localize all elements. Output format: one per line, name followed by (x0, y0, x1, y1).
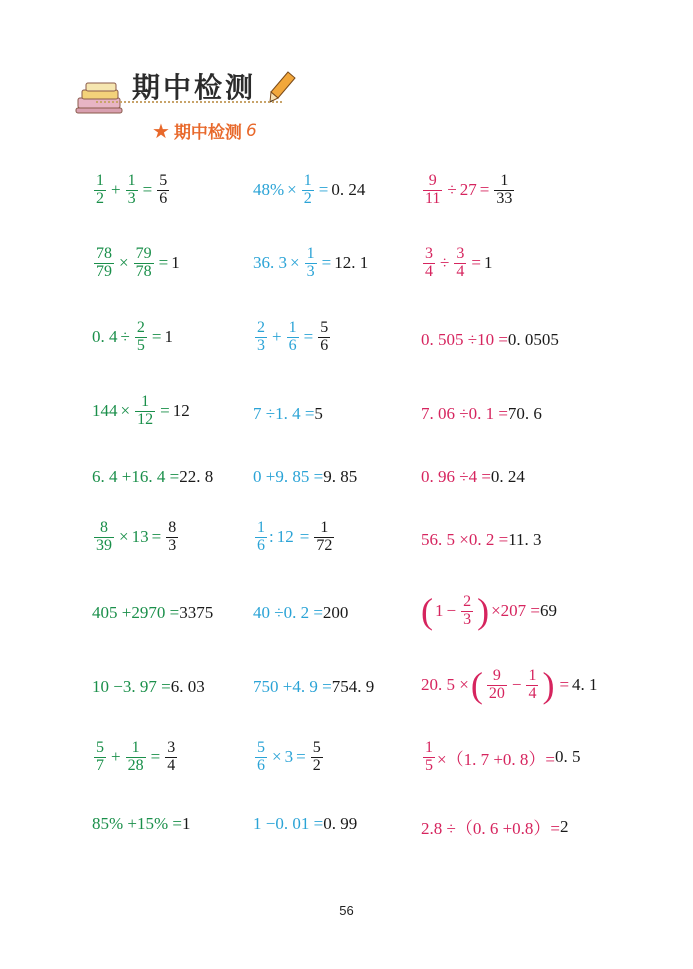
answer: 0. 24 (490, 467, 525, 486)
problem: $\frac{3}{4}$ ÷ $\frac{3}{4}$ = 1 (425, 245, 493, 280)
pencil-icon (268, 70, 298, 104)
problem: 36. 3 × $\frac{1}{3}$ = 12. 1 (253, 245, 369, 280)
star-icon: ★ (152, 118, 170, 143)
answer: $\frac{5}{2}$ (312, 739, 321, 774)
problem: 405 +2970 = 3375 (92, 603, 214, 622)
answer: 1 (171, 253, 180, 273)
problem: $\frac{9}{11}$ ÷ 27 = $\frac{1}{33}$ (425, 172, 513, 207)
answer: 11. 3 (508, 530, 542, 549)
answer: $\frac{5}{6}$ (320, 319, 329, 354)
answer: 4. 1 (572, 675, 598, 694)
problem: 7 ÷1. 4 = 5 (253, 404, 323, 423)
problem: 1 −0. 01 = 0. 99 (253, 814, 358, 833)
books-illustration (74, 80, 124, 116)
problem: 0 +9. 85 = 9. 85 (253, 467, 358, 486)
problem: $\frac{78}{79}$ × $\frac{79}{78}$ = 1 (96, 245, 180, 280)
answer: 2 (560, 816, 569, 836)
problem: 7. 06 ÷0. 1 = 70. 6 (421, 404, 542, 423)
answer: 70. 6 (507, 404, 542, 423)
answer: 0. 24 (331, 180, 366, 200)
answer: 1 (483, 253, 493, 273)
problem: $\frac{8}{39}$ × 13 = $\frac{8}{3}$ (96, 519, 177, 554)
page-title: 期中检测 (132, 71, 257, 104)
problem: 0. 505 ÷10 = 0. 0505 (421, 330, 559, 349)
problem: 6. 4 +16. 4 = 22. 8 (92, 467, 214, 486)
problem: 56. 5 ×0. 2 = 11. 3 (421, 530, 542, 549)
problem: $\frac{1}{6}$ : 12 = $\frac{1}{72}$ (257, 519, 333, 554)
problem: 40 ÷0. 2 = 200 (253, 603, 349, 622)
problem: $\frac{5}{6}$ × 3 = $\frac{5}{2}$ (257, 739, 321, 774)
answer: 0. 99 (323, 814, 358, 833)
problem: 750 +4. 9 = 754. 9 (253, 677, 375, 696)
problem: 2.8 ÷（0. 6 +0.8）= 2 (421, 816, 569, 838)
answer: $\frac{8}{3}$ (168, 519, 177, 554)
answer: 200 (322, 603, 349, 622)
problem: ( 1 − $\frac{2}{3}$ ) ×207 = 69 (421, 591, 558, 631)
problem: $\frac{1}{5}$ ×（1. 7 +0. 8）= 0. 5 (425, 739, 581, 774)
problem: $\frac{5}{7}$ + $\frac{1}{28}$ = $\frac{3}{4}$ (96, 739, 176, 774)
section-heading-number: 6 (245, 120, 257, 141)
answer: 6. 03 (170, 677, 205, 696)
problem: 144 × $\frac{1}{12}$ = 12 (92, 393, 190, 428)
answer: 3375 (179, 603, 214, 622)
answer: 0. 0505 (507, 330, 559, 349)
problem: 85% +15% = 1 (92, 814, 191, 833)
title-underline (96, 101, 282, 103)
answer: 5 (314, 404, 323, 423)
problem: 0. 4 ÷ $\frac{2}{5}$ = 1 (92, 319, 173, 354)
answer: $\frac{5}{6}$ (159, 172, 168, 207)
problem: 20. 5 × ( $\frac{9}{20}$ − $\frac{1}{4}$ ) = 4. 1 (421, 665, 598, 705)
answer: 12. 1 (334, 253, 369, 273)
problem: 48% × $\frac{1}{2}$ = 0. 24 (253, 172, 366, 207)
answer: 12 (172, 401, 190, 421)
answer: 1 (182, 814, 191, 833)
answer: 1 (164, 327, 173, 347)
answer: $\frac{3}{4}$ (167, 739, 176, 774)
section-heading-label: 期中检测 (173, 123, 242, 143)
answer: 0. 5 (555, 747, 581, 767)
answer: $\frac{1}{33}$ (496, 172, 513, 207)
section-heading (152, 118, 257, 143)
answer: $\frac{1}{72}$ (316, 519, 333, 554)
problem: $\frac{1}{2}$ + $\frac{1}{3}$ = $\frac{5}{6}$ (96, 172, 168, 207)
answer: 69 (540, 601, 558, 620)
problem: $\frac{2}{3}$ + $\frac{1}{6}$ = $\frac{5}{6}$ (257, 319, 329, 354)
problem: 0. 96 ÷4 = 0. 24 (421, 467, 525, 486)
page-number: 56 (339, 903, 354, 918)
problem: 10 −3. 97 = 6. 03 (92, 677, 205, 696)
answer: 9. 85 (323, 467, 358, 486)
answer: 754. 9 (331, 677, 375, 696)
answer: 22. 8 (179, 467, 214, 486)
